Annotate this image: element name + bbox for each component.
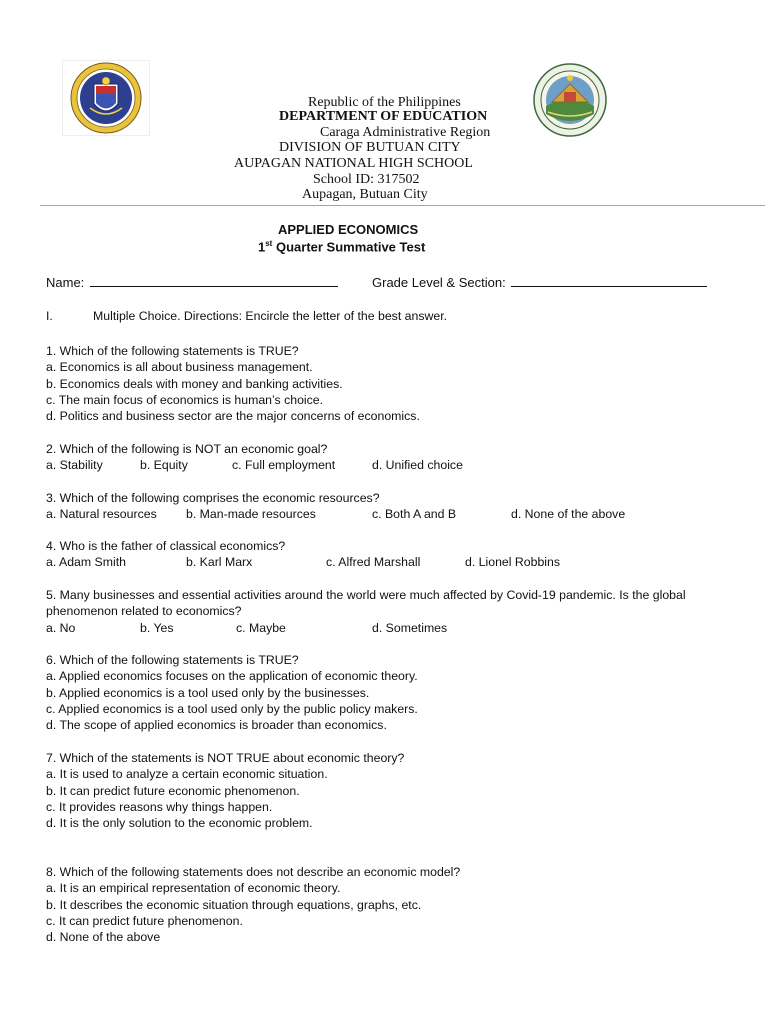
question-text: 8. Which of the following statements does not describe an economic model? bbox=[46, 865, 461, 879]
choices-row bbox=[46, 457, 766, 473]
question-text: 4. Who is the father of classical economics? bbox=[46, 539, 286, 553]
question-7 bbox=[46, 750, 404, 831]
region-line: Caraga Administrative Region bbox=[320, 125, 491, 140]
choice-d[interactable]: d. It is the only solution to the economic problem. bbox=[46, 816, 313, 831]
question-6 bbox=[46, 652, 418, 733]
choice-b[interactable]: b. Economics deals with money and banking activities. bbox=[46, 376, 343, 391]
choice-b[interactable]: b. Man-made resources bbox=[186, 507, 316, 521]
choice-b[interactable]: b. Karl Marx bbox=[186, 555, 253, 569]
division-seal-logo bbox=[530, 62, 610, 138]
name-label: Name: bbox=[46, 275, 85, 290]
choice-d[interactable]: d. The scope of applied economics is broader than economics. bbox=[46, 718, 387, 733]
choice-a[interactable]: a. Stability bbox=[46, 458, 103, 472]
choice-a[interactable]: a. Economics is all about business management. bbox=[46, 360, 313, 375]
question-8 bbox=[46, 864, 460, 945]
question-5 bbox=[46, 587, 758, 635]
choices-row bbox=[46, 506, 766, 522]
choice-a[interactable]: a. Adam Smith bbox=[46, 555, 126, 569]
choice-b[interactable]: b. Yes bbox=[140, 621, 174, 635]
header-divider bbox=[40, 205, 765, 206]
name-field bbox=[46, 274, 338, 290]
choice-c[interactable]: c. Both A and B bbox=[372, 507, 457, 521]
choice-a[interactable]: a. Applied economics focuses on the application of economic theory. bbox=[46, 669, 418, 684]
address-line: Aupagan, Butuan City bbox=[302, 187, 428, 202]
choice-c[interactable]: c. Maybe bbox=[236, 621, 286, 635]
question-text: 1. Which of the following statements is TRUE? bbox=[46, 344, 299, 358]
choice-d[interactable]: d. None of the above bbox=[511, 507, 626, 521]
choice-d[interactable]: d. Sometimes bbox=[372, 621, 448, 635]
department-line: DEPARTMENT OF EDUCATION bbox=[279, 109, 488, 124]
choice-d[interactable]: d. Unified choice bbox=[372, 458, 463, 472]
question-text: 6. Which of the following statements is TRUE? bbox=[46, 653, 299, 667]
question-3 bbox=[46, 490, 746, 521]
test-title bbox=[258, 239, 425, 254]
question-1 bbox=[46, 343, 420, 424]
quarter-superscript: st bbox=[265, 239, 273, 248]
choice-d[interactable]: d. Politics and business sector are the major concerns of economics. bbox=[46, 409, 420, 424]
question-2 bbox=[46, 441, 746, 472]
choice-a[interactable]: a. No bbox=[46, 621, 76, 635]
choice-b[interactable]: b. Equity bbox=[140, 458, 188, 472]
quarter-number: 1 bbox=[258, 239, 266, 255]
question-text: 2. Which of the following is NOT an economic goal? bbox=[46, 442, 328, 456]
choice-b[interactable]: b. Applied economics is a tool used only by the businesses. bbox=[46, 685, 370, 700]
choice-c[interactable]: c. Applied economics is a tool used only by the public policy makers. bbox=[46, 701, 418, 716]
choice-b[interactable]: b. It describes the economic situation through equations, graphs, etc. bbox=[46, 897, 422, 912]
choice-a[interactable]: a. It is used to analyze a certain economic situation. bbox=[46, 767, 328, 782]
choices-row bbox=[46, 620, 766, 636]
choice-d[interactable]: d. Lionel Robbins bbox=[465, 555, 561, 569]
section-directions: Multiple Choice. Directions: Encircle the letter of the best answer. bbox=[93, 309, 448, 323]
choice-a[interactable]: a. Natural resources bbox=[46, 507, 157, 521]
school-id-line: School ID: 317502 bbox=[313, 172, 420, 187]
choice-d[interactable]: d. None of the above bbox=[46, 930, 161, 945]
grade-section-field bbox=[372, 274, 707, 290]
question-text-line-1: 5. Many businesses and essential activities around the world were much affected by Covid-19 pandemic. Is the global bbox=[46, 588, 686, 602]
section-numeral: I. bbox=[46, 309, 53, 323]
choice-c[interactable]: c. It can predict future phenomenon. bbox=[46, 913, 243, 928]
choice-c[interactable]: c. Full employment bbox=[232, 458, 336, 472]
choice-c[interactable]: c. The main focus of economics is human’s choice. bbox=[46, 392, 324, 407]
choice-c[interactable]: c. It provides reasons why things happen. bbox=[46, 799, 273, 814]
deped-seal-logo bbox=[62, 60, 150, 136]
choice-a[interactable]: a. It is an empirical representation of economic theory. bbox=[46, 881, 341, 896]
quarter-title-rest: Quarter Summative Test bbox=[272, 239, 426, 255]
division-line: DIVISION OF BUTUAN CITY bbox=[279, 140, 461, 155]
republic-line: Republic of the Philippines bbox=[308, 95, 461, 110]
question-text: 7. Which of the statements is NOT TRUE about economic theory? bbox=[46, 751, 405, 765]
question-text-line-2: phenomenon related to economics? bbox=[46, 604, 242, 619]
grade-section-label: Grade Level & Section: bbox=[372, 275, 506, 290]
question-text: 3. Which of the following comprises the economic resources? bbox=[46, 491, 380, 505]
choice-b[interactable]: b. It can predict future economic phenomenon. bbox=[46, 783, 300, 798]
choice-c[interactable]: c. Alfred Marshall bbox=[326, 555, 421, 569]
name-blank-line[interactable] bbox=[90, 274, 338, 287]
question-4 bbox=[46, 538, 746, 569]
grade-section-blank-line[interactable] bbox=[511, 274, 707, 287]
subject-title: APPLIED ECONOMICS bbox=[278, 222, 419, 237]
choices-row bbox=[46, 554, 766, 570]
school-name-line: AUPAGAN NATIONAL HIGH SCHOOL bbox=[234, 156, 473, 171]
